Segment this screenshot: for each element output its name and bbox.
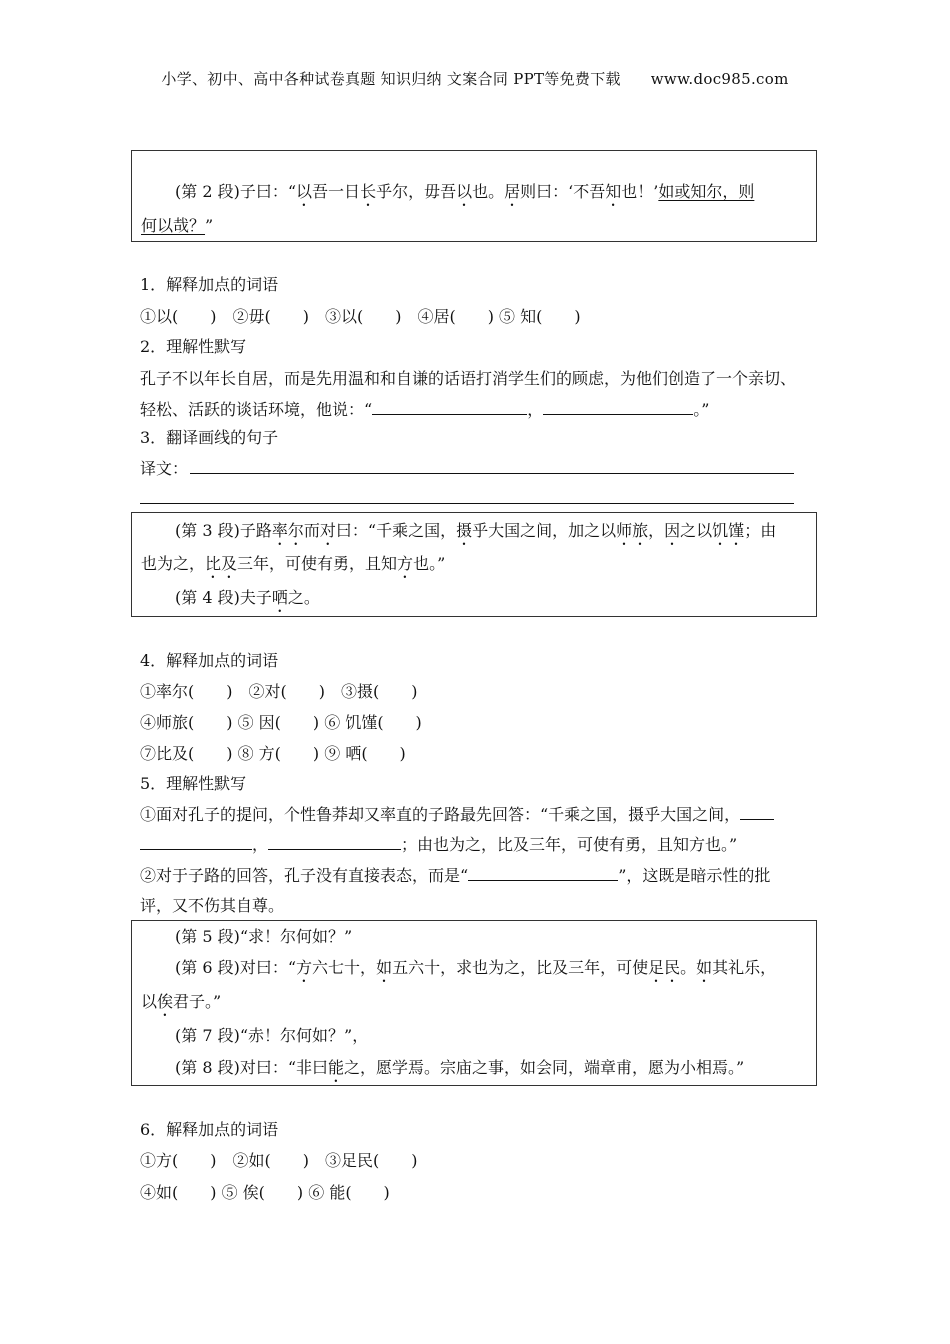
passage-box-1 [131, 150, 817, 242]
question-2-title: 2．理解性默写 [140, 337, 247, 356]
answer-line[interactable] [140, 503, 794, 504]
text-run: ” [205, 216, 214, 235]
answer-blank[interactable] [268, 833, 401, 850]
answer-blank[interactable] [543, 398, 693, 415]
translation-label: 译文： [140, 459, 189, 478]
question-5-line [140, 863, 770, 886]
text-run: 之以 [680, 521, 713, 540]
question-2-line [140, 397, 709, 420]
text-run: 吾一日 [312, 182, 361, 201]
dotted-word: 如 [696, 958, 713, 977]
answer-blank[interactable] [372, 398, 527, 415]
dotted-word: 如 [376, 958, 393, 977]
question-5-line [140, 832, 737, 855]
text-run: 轻松、活跃的谈话环境，他说：“ [140, 400, 373, 419]
passage-line [141, 551, 445, 582]
text-run: 君子。” [173, 992, 222, 1011]
text-run: 其礼乐， [712, 958, 777, 977]
dotted-word: 居 [504, 182, 521, 201]
dotted-word: 俟 [157, 992, 174, 1011]
text-run: 而 [303, 521, 320, 540]
text-run: 六七十， [312, 958, 377, 977]
passage-line [141, 1055, 744, 1086]
question-6-items: ①方( ) ②如( ) ③足民( ) [140, 1151, 418, 1170]
page-header [0, 68, 950, 89]
dotted-word: 方 [296, 958, 313, 977]
text-run: ， [648, 521, 665, 540]
dotted-word: 知 [605, 182, 622, 201]
text-run: 也为之， [141, 554, 206, 573]
answer-blank[interactable] [740, 803, 774, 820]
question-1-title: 1．解释加点的词语 [140, 275, 279, 294]
question-6-items: ④如( ) ⑤ 俟( ) ⑥ 能( ) [140, 1183, 390, 1202]
text-run: ①面对孔子的提问，个性鲁莽却又率直的子路最先回答：“千乘之国，摄乎大国之间， [140, 805, 741, 824]
text-run: ”，这既是暗示性的批 [618, 866, 771, 885]
text-run: (第 2 段)子曰：“ [175, 182, 297, 201]
question-5-title: 5．理解性默写 [140, 774, 247, 793]
passage-line [141, 179, 754, 210]
dotted-word: 摄 [456, 521, 473, 540]
answer-blank[interactable] [468, 864, 618, 881]
passage-line [141, 518, 776, 549]
text-run: 也。 [472, 182, 505, 201]
text-run: (第 4 段)夫子 [175, 588, 272, 607]
question-4-title: 4．解释加点的词语 [140, 651, 279, 670]
text-run: (第 6 段)对曰：“ [175, 958, 297, 977]
dotted-word: 因 [664, 521, 681, 540]
text-run: ；由 [744, 521, 777, 540]
text-run: ②对于子路的回答，孔子没有直接表态，而是“ [140, 866, 469, 885]
question-4-items: ⑦比及( ) ⑧ 方( ) ⑨ 哂( ) [140, 744, 406, 763]
text-run: 也。” [413, 554, 446, 573]
text-run: 。” [693, 400, 710, 419]
question-1-items: ①以( ) ②毋( ) ③以( ) ④居( ) ⑤ 知( ) [140, 307, 581, 326]
dotted-word: 方 [397, 554, 414, 573]
passage-line: (第 5 段)“求！尔何如？” [175, 927, 353, 946]
dotted-word: 率尔 [271, 521, 304, 540]
text-run: 则曰：‘不吾 [520, 182, 606, 201]
dotted-word: 以 [456, 182, 473, 201]
passage-line [141, 585, 320, 616]
text-run: 乎尔，毋吾 [376, 182, 457, 201]
dotted-word: 对 [319, 521, 336, 540]
answer-line[interactable] [190, 473, 794, 474]
text-run: 。 [680, 958, 697, 977]
question-5-line [140, 802, 774, 825]
dotted-word: 饥馑 [712, 521, 745, 540]
question-3-title: 3．翻译画线的句子 [140, 428, 279, 447]
question-5-line: 评，又不伤其自尊。 [140, 896, 285, 915]
passage-line [141, 213, 213, 236]
text-run: 之，愿学焉。宗庙之事，如会同，端章甫，愿为小相焉。” [344, 1058, 745, 1077]
text-run: 乎大国之间，加之以 [472, 521, 617, 540]
dotted-word: 足民 [648, 958, 681, 977]
text-run: ；由也为之，比及三年，可使有勇，且知方也。” [401, 835, 738, 854]
dotted-word: 师旅 [616, 521, 649, 540]
answer-blank[interactable] [140, 833, 252, 850]
passage-line [141, 989, 221, 1020]
dotted-word: 哂 [271, 588, 288, 607]
text-run: 也！’ [621, 182, 659, 201]
question-6-title: 6．解释加点的词语 [140, 1120, 279, 1139]
text-run: (第 3 段)子路 [175, 521, 272, 540]
underlined-sentence: 如或知尔，则 [658, 182, 755, 201]
dotted-word: 能 [328, 1058, 345, 1077]
text-run: ， [252, 835, 269, 854]
passage-box-3 [131, 920, 817, 1086]
dotted-word: 以 [296, 182, 313, 201]
question-4-items: ④师旅( ) ⑤ 因( ) ⑥ 饥馑( ) [140, 713, 422, 732]
text-run: 五六十，求也为之，比及三年，可使 [392, 958, 649, 977]
header-url: www.doc985.com [650, 70, 789, 88]
text-run: 之。 [287, 588, 320, 607]
passage-line: (第 7 段)“赤！尔何如？”， [175, 1026, 369, 1045]
passage-line [141, 955, 776, 986]
dotted-word: 长 [360, 182, 377, 201]
text-run: 曰：“千乘之国， [335, 521, 457, 540]
underlined-sentence: 何以哉？ [141, 216, 206, 235]
text-run: 以 [141, 992, 158, 1011]
passage-box-2 [131, 512, 817, 617]
dotted-word: 比及 [205, 554, 238, 573]
text-run: 三年，可使有勇，且知 [237, 554, 398, 573]
text-run: ， [527, 400, 544, 419]
question-4-items: ①率尔( ) ②对( ) ③摄( ) [140, 682, 418, 701]
text-run: (第 8 段)对曰：“非曰 [175, 1058, 329, 1077]
question-2-line: 孔子不以年长自居，而是先用温和和自谦的话语打消学生们的顾虑，为他们创造了一个亲切、 [140, 369, 797, 388]
header-text: 小学、初中、高中各种试卷真题 知识归纳 文案合同 PPT等免费下载 [161, 70, 621, 88]
